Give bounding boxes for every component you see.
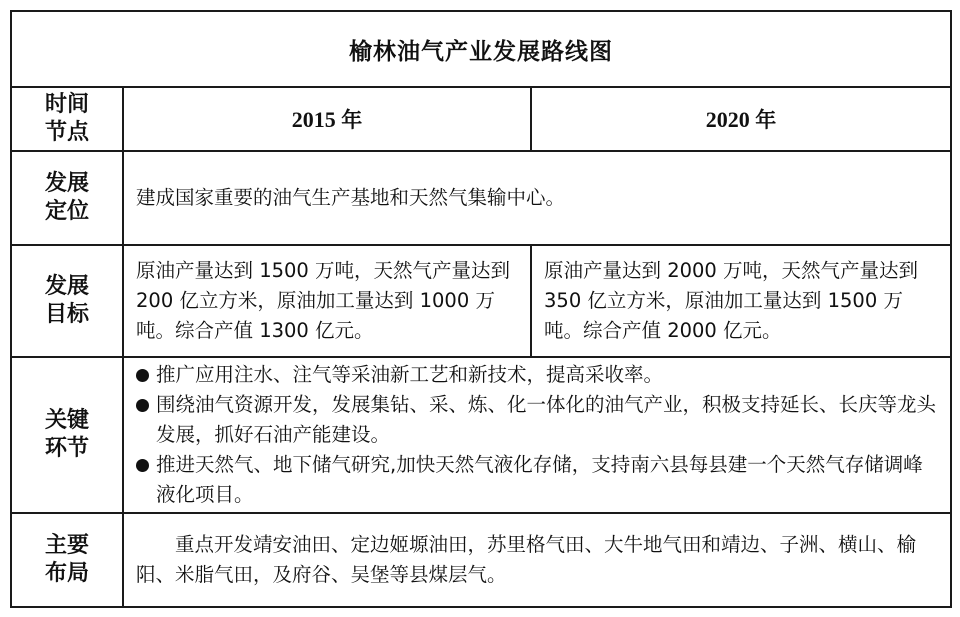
- layout-row: [11, 513, 951, 607]
- bullet-icon: [136, 459, 149, 472]
- positioning-text: 建成国家重要的油气生产基地和天然气集输中心。: [123, 151, 951, 245]
- layout-text: 重点开发靖安油田、定边姬塬油田，苏里格气田、大牛地气田和靖边、子洲、横山、榆阳、米脂气田，及府谷、吴堡等县煤层气。: [123, 513, 951, 607]
- title-row: [11, 11, 951, 87]
- list-item: 推进天然气、地下储气研究,加快天然气液化存储，支持南六县每县建一个天然气存储调峰液化项目。: [134, 450, 942, 510]
- key-links-row: [11, 357, 951, 513]
- list-item: 推广应用注水、注气等采油新工艺和新技术，提高采收率。: [134, 360, 942, 390]
- key-links-label: 关键 环节: [11, 357, 123, 513]
- layout-label: 主要 布局: [11, 513, 123, 607]
- bullet-icon: [136, 399, 149, 412]
- list-item: 围绕油气资源开发，发展集钻、采、炼、化一体化的油气产业，积极支持延长、长庆等龙头发展，抓好石油产能建设。: [134, 390, 942, 450]
- year-2020-header: 2020 年: [531, 87, 951, 151]
- targets-2020-text: 原油产量达到 2000 万吨，天然气产量达到 350 亿立方米，原油加工量达到 1500 万吨。综合产值 2000 亿元。: [531, 245, 951, 357]
- targets-2015-text: 原油产量达到 1500 万吨，天然气产量达到 200 亿立方米，原油加工量达到 1000 万吨。综合产值 1300 亿元。: [123, 245, 531, 357]
- table-title: 榆林油气产业发展路线图: [11, 11, 951, 87]
- positioning-label: 发展 定位: [11, 151, 123, 245]
- positioning-row: [11, 151, 951, 245]
- targets-label: 发展 目标: [11, 245, 123, 357]
- header-row: [11, 87, 951, 151]
- roadmap-table: [10, 10, 952, 608]
- key-links-content: [123, 357, 951, 513]
- bullet-icon: [136, 369, 149, 382]
- time-node-label: 时间 节点: [11, 87, 123, 151]
- targets-row: [11, 245, 951, 357]
- roadmap-document: [10, 10, 950, 608]
- year-2015-header: 2015 年: [123, 87, 531, 151]
- key-links-list: [124, 360, 950, 510]
